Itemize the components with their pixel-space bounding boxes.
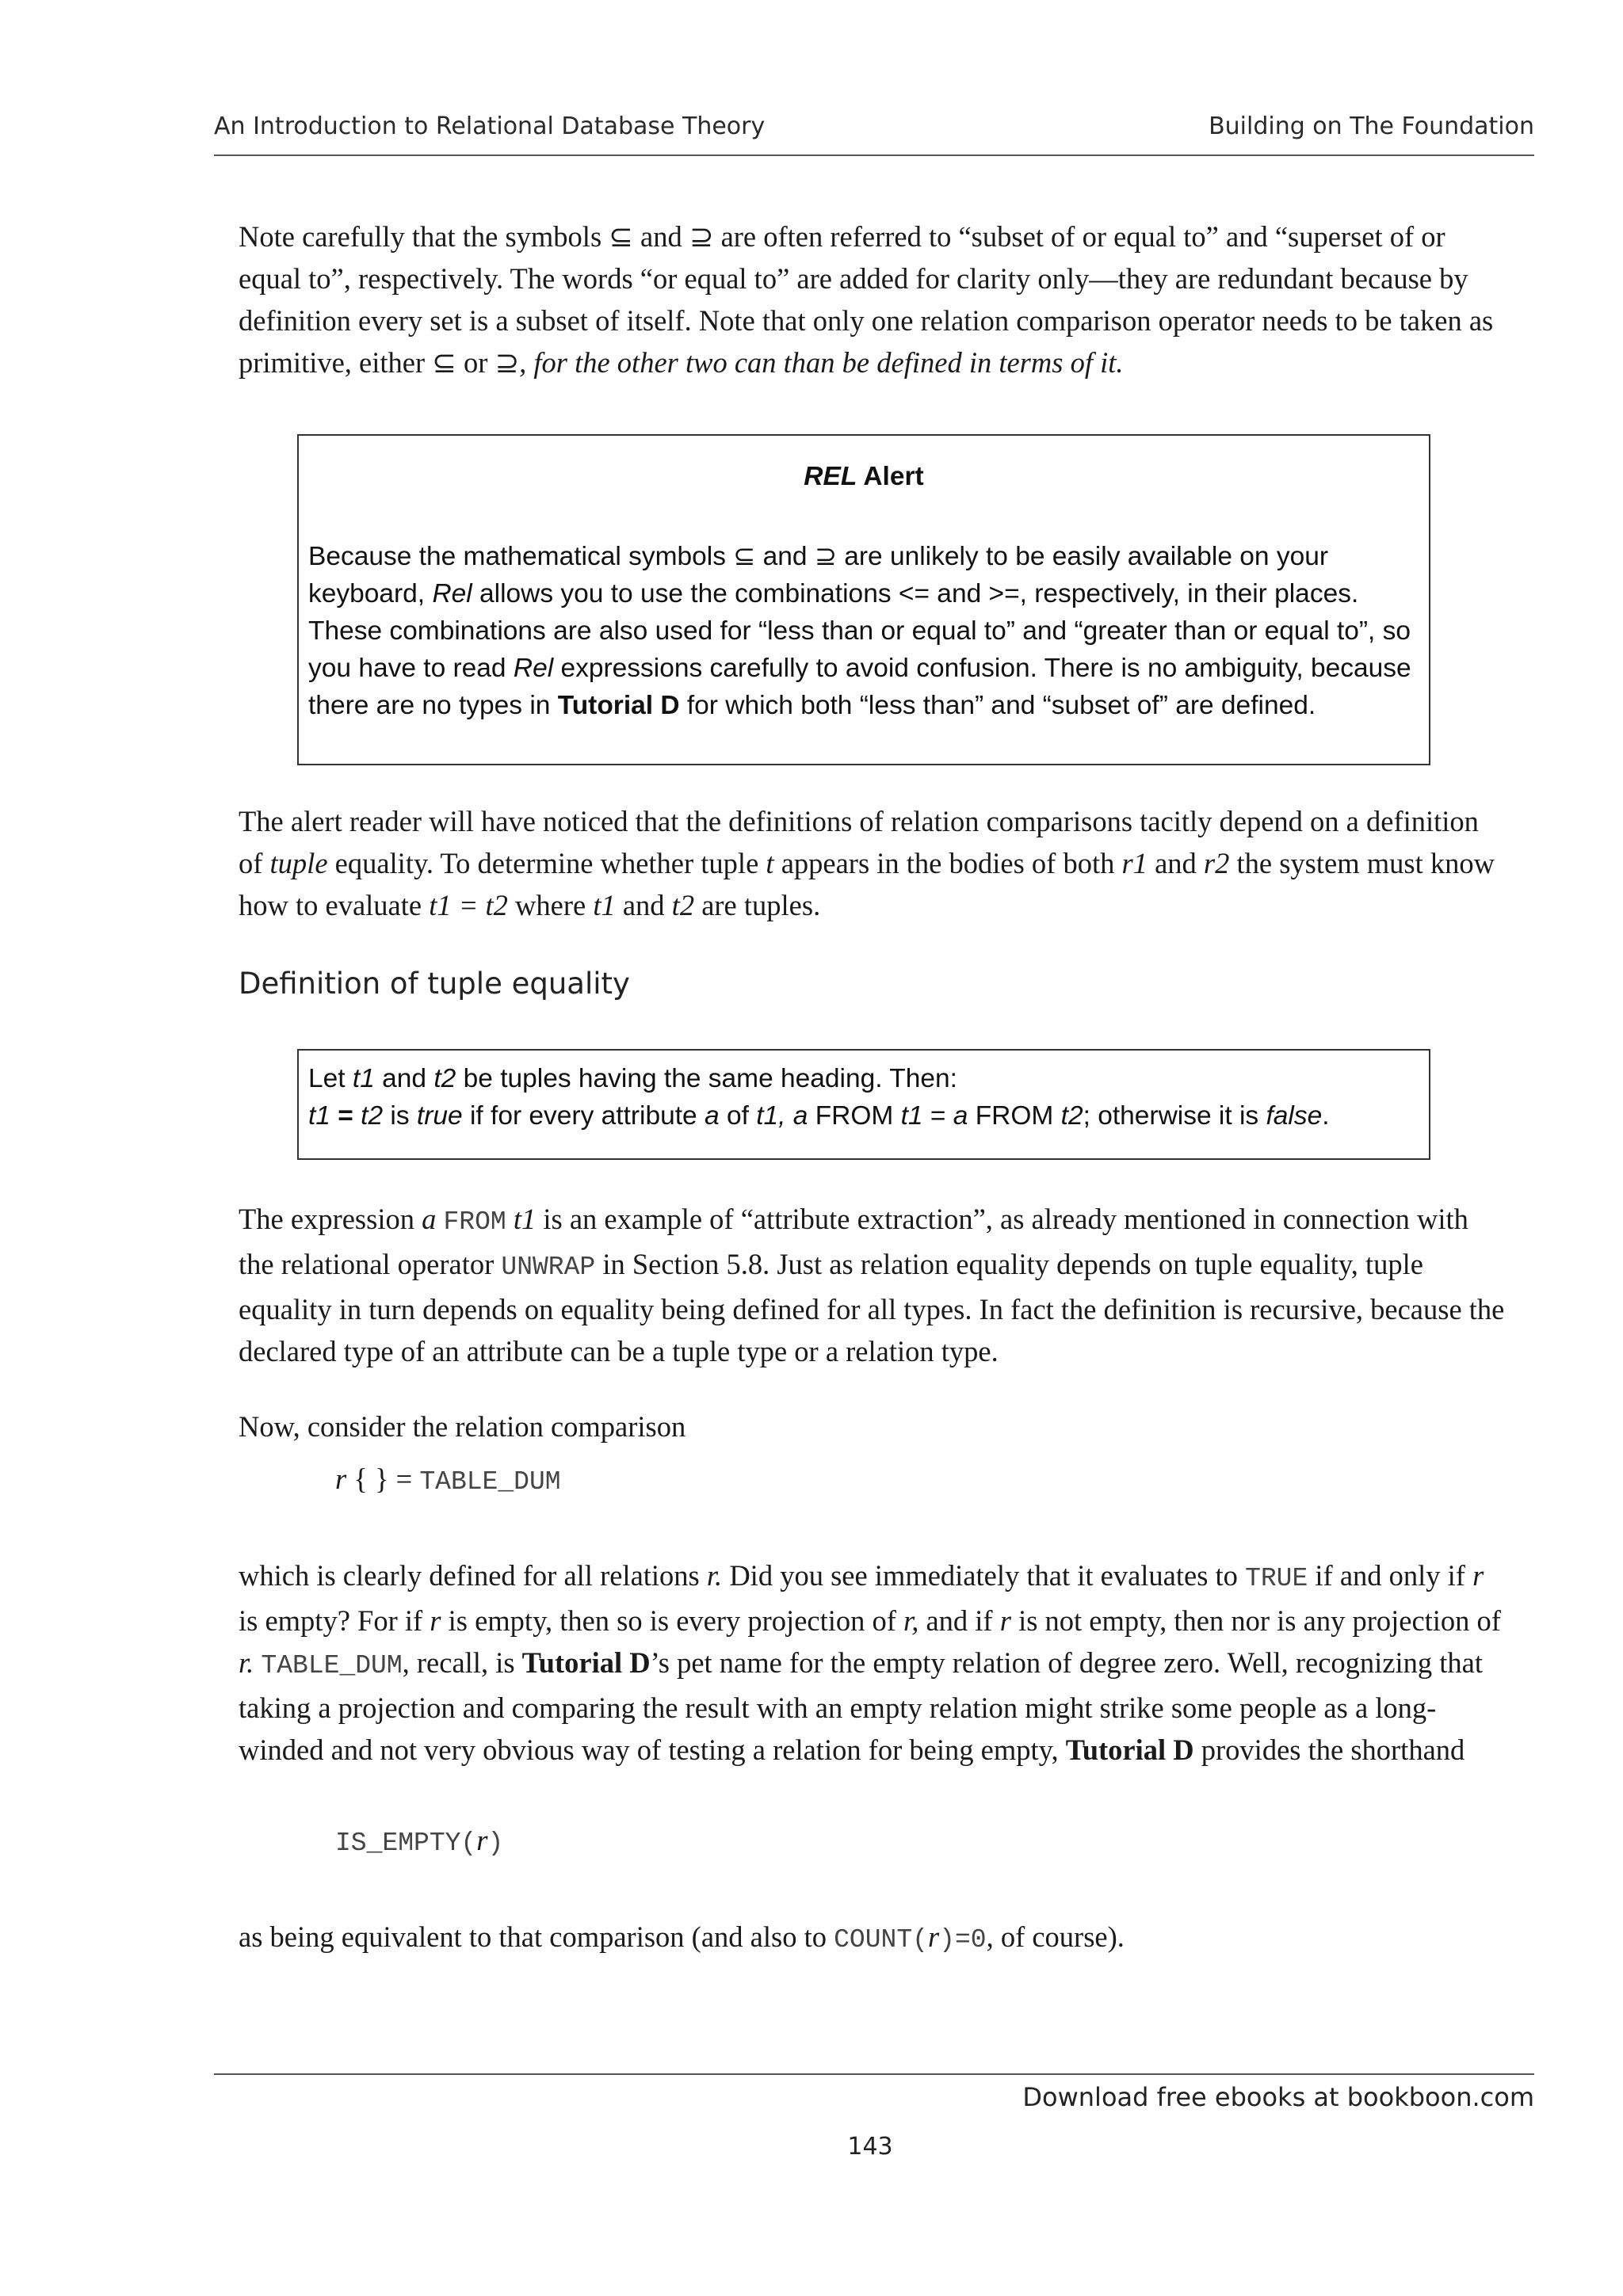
download-link[interactable]: Download free ebooks at bookboon.com <box>1022 2082 1534 2112</box>
paragraph-attribute-extraction: The expression a FROM t1 is an example of “attribute extraction”, as already mentioned in connection with the relational operator UNWRAP in Section 5.8. Just as relation equality depends on tuple equality, tuple equality in turn depends on equality being defined for all types. In fact the definition is recursive, because the declared type of an attribute can be a tuple type or a relation type. <box>239 1203 1505 1367</box>
paragraph-relation-comparison: Now, consider the relation comparison <box>239 1410 686 1443</box>
superset-symbol: ⊇ <box>495 346 520 379</box>
paragraph-tuple-equality-dependence: The alert reader will have noticed that the definitions of relation comparisons tacitly depend on a definition of tuple equality. To determine whether tuple t appears in the bodies of both r1 and r2 the system must know how to evaluate t1 = t2 where t1 and t2 are tuples. <box>239 805 1495 921</box>
definition-line-1: Let t1 and t2 be tuples having the same heading. Then: <box>308 1064 957 1093</box>
superset-symbol: ⊇ <box>689 220 714 253</box>
subset-symbol: ⊆ <box>432 346 456 379</box>
definition-box <box>297 1049 1430 1160</box>
rel-alert-title: REL Alert <box>804 462 924 491</box>
section-heading: Definition of tuple equality <box>239 967 630 1001</box>
subset-symbol: ⊆ <box>609 220 633 253</box>
footer-divider <box>214 2073 1534 2075</box>
running-header-chapter: Building on The Foundation <box>1209 113 1534 140</box>
rel-alert-box <box>297 434 1430 765</box>
header-divider <box>214 154 1534 156</box>
definition-line-2: t1 = t2 is true if for every attribute a of t1, a FROM t1 = a FROM t2; otherwise it is false. <box>308 1101 1330 1131</box>
subset-symbol: ⊆ <box>733 542 756 571</box>
code-table-dum-comparison: r { } = TABLE_DUM <box>335 1463 561 1497</box>
rel-alert-body: Because the mathematical symbols ⊆ and ⊇ are unlikely to be easily available on your keyboard, Rel allows you to use the combinations <= and >=, respectively, in their places. These combinations are also used for “less than or equal to” and “greater than or equal to”, so you have to read Rel expressions carefully to avoid confusion. There is no ambiguity, because there are no types in Tutorial D for which both “less than” and “subset of” are defined. <box>308 542 1411 720</box>
paragraph-subset-symbols: Note carefully that the symbols ⊆ and ⊇ are often referred to “subset of or equal to” and “superset of or equal to”, respectively. The words “or equal to” are added for clarity only—they are redundant because by definition every set is a subset of itself. Note that only one relation comparison operator needs to be taken as primitive, either ⊆ or ⊇, for the other two can than be defined in terms of it. <box>239 220 1494 379</box>
paragraph-count-equivalence: as being equivalent to that comparison (and also to COUNT(r)=0, of course). <box>239 1920 1125 1955</box>
paragraph-is-empty: which is clearly defined for all relations r. Did you see immediately that it evaluates to TRUE if and only if r is empty? For if r is empty, then so is every projection of r, and if r is not empty, then nor is any projection of r. TABLE_DUM, recall, is Tutorial D’s pet name for the empty relation of degree zero. Well, recognizing that taking a projection and comparing the result with an empty relation might strike some people as a long-winded and not very obvious way of testing a relation for being empty, Tutorial D provides the shorthand <box>239 1559 1501 1766</box>
page-number: 143 <box>847 2133 893 2161</box>
superset-symbol: ⊇ <box>814 542 837 571</box>
code-is-empty: IS_EMPTY(r) <box>335 1824 504 1858</box>
running-header-title: An Introduction to Relational Database Theory <box>214 113 766 140</box>
